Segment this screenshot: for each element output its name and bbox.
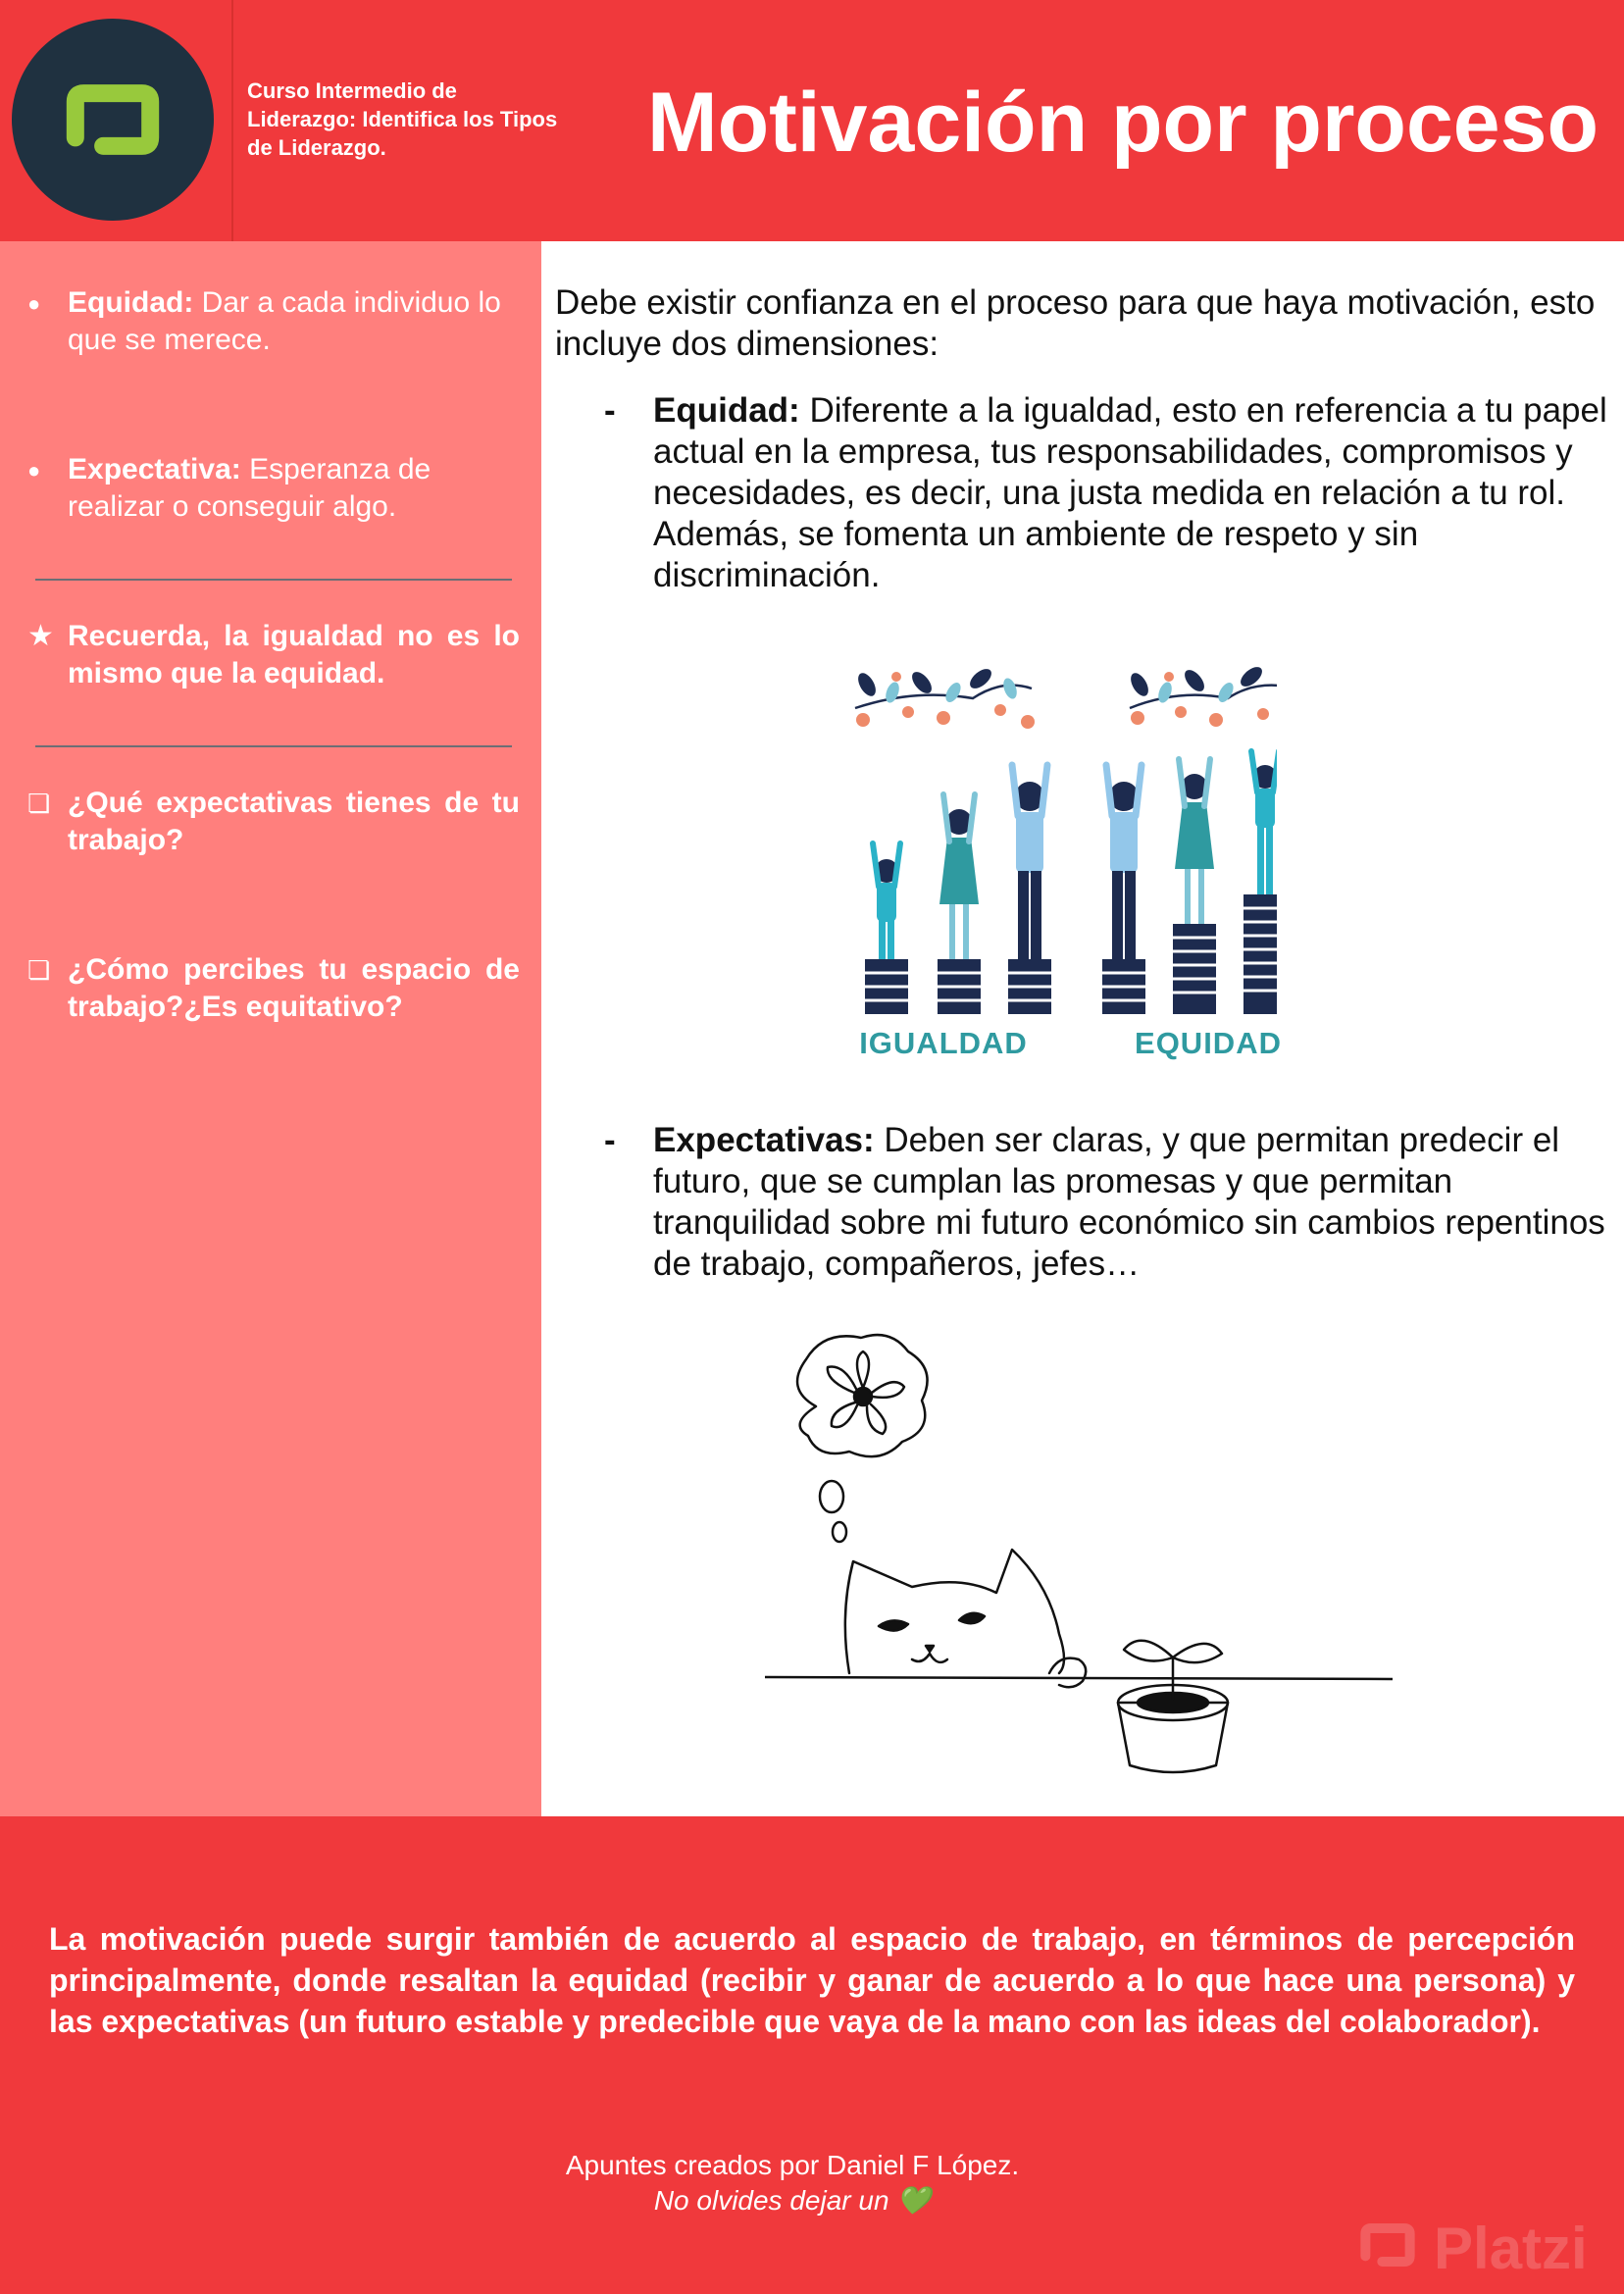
header-divider [231, 0, 233, 241]
sidebar-question-1 [27, 785, 520, 859]
dash-bullet: - [604, 391, 616, 430]
question-1-text: ¿Qué expectativas tienes de tu trabajo? [68, 787, 520, 856]
expectations-term: Expectativas: [653, 1121, 875, 1159]
sidebar-question-2 [27, 951, 520, 1026]
cat-dreaming-illustration [765, 1330, 1393, 1801]
author-credit: Apuntes creados por Daniel F López. [565, 2150, 1020, 2180]
equity-term: Equidad: [653, 391, 800, 430]
expectations-text: Deben ser claras, y que permitan predecir el futuro, que se cumplan las promesas y que permitan tranquilidad sobre mi futuro económico sin cambios repentinos de trabajo, compañeros, jefes… [653, 1121, 1605, 1283]
igualdad-people [873, 765, 1047, 959]
checkbox-icon: ❏ [27, 789, 51, 818]
platzi-logo-icon [12, 19, 214, 221]
expectations-paragraph [653, 1120, 1614, 1285]
divider [35, 579, 512, 581]
potted-plant-icon [1118, 1641, 1228, 1772]
platzi-watermark-icon [1344, 2201, 1432, 2289]
bullet-icon: ● [27, 458, 41, 483]
question-2-text: ¿Cómo percibes tu espacio de trabajo?¿Es equitativo? [68, 953, 520, 1023]
leaves-left-icon [854, 665, 1035, 729]
note-text: Recuerda, la igualdad no es lo mismo que la equidad. [68, 620, 520, 689]
bullet-icon: ● [27, 291, 41, 316]
dash-bullet: - [604, 1121, 616, 1159]
course-title: Curso Intermedio de Liderazgo: Identifica los Tipos de Liderazgo. [247, 78, 558, 160]
summary-paragraph: La motivación puede surgir también de acuerdo al espacio de trabajo, en términos de percepción principalmente, donde resaltan la equidad (recibir y ganar de acuerdo a lo que hace una persona) y las expectativas (un futuro estable y predecible que vaya de la mano con las ideas del colaborador). [49, 1921, 1575, 2039]
expectativa-definition: Esperanza de realizar o conseguir algo. [68, 453, 431, 523]
equality-equity-illustration [836, 649, 1277, 1022]
platzi-logo [12, 19, 214, 221]
equity-paragraph [653, 390, 1614, 596]
main-content [541, 241, 1624, 1816]
page-title: Motivación por proceso [646, 76, 1599, 170]
star-icon: ★ [27, 620, 54, 652]
reminder-text: No olvides dejar un 💚 [653, 2185, 932, 2216]
sidebar-item-equidad [27, 284, 520, 359]
equity-text: Diferente a la igualdad, esto en referencia a tu papel actual en la empresa, tus responsabilidades, compromisos y necesidades, es decir, una justa medida en relación a tu rol. Además, se fomenta un ambiente de respeto y sin discriminación. [653, 391, 1607, 594]
platzi-watermark [1344, 2201, 1599, 2289]
checkbox-icon: ❏ [27, 955, 51, 985]
header [0, 0, 1624, 241]
igualdad-crates [865, 959, 1051, 1014]
sidebar-item-expectativa [27, 451, 520, 526]
expectativa-term: Expectativa: [68, 453, 241, 485]
divider [35, 745, 512, 747]
equidad-term: Equidad: [68, 286, 194, 319]
footer [0, 1816, 1624, 2294]
figure-label-equidad: EQUIDAD [1135, 1026, 1282, 1060]
intro-paragraph: Debe existir confianza en el proceso para que haya motivación, esto incluye dos dimensiones: [555, 283, 1596, 363]
equidad-definition: Dar a cada individuo lo que se merece. [68, 286, 501, 356]
figure-label-igualdad: IGUALDAD [859, 1026, 1028, 1060]
sidebar-note [27, 618, 520, 692]
leaves-right-icon [1127, 663, 1277, 727]
flower-icon [828, 1351, 904, 1434]
cat-icon [845, 1550, 1064, 1673]
sidebar [0, 241, 541, 1816]
watermark-text: Platzi [1434, 2216, 1588, 2281]
